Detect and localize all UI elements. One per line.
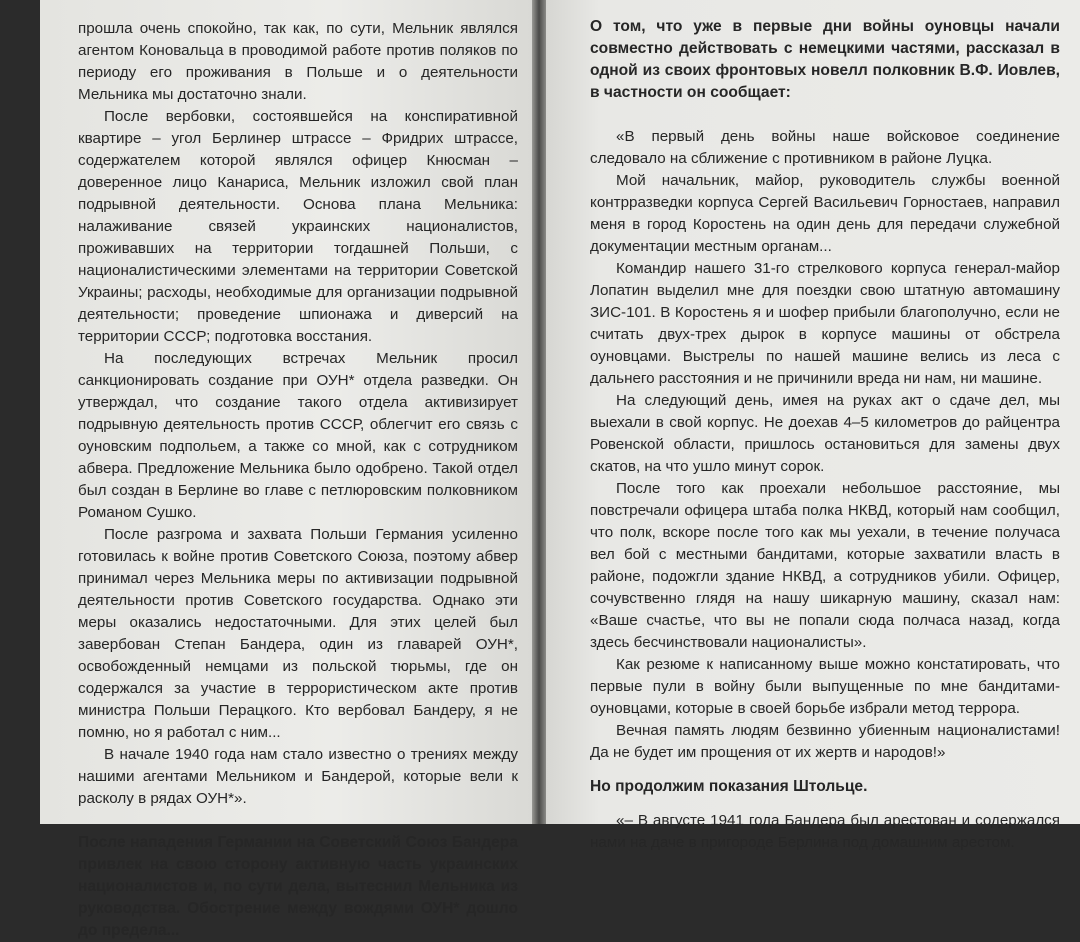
right-bold-line: Но продолжим показания Штольце. (590, 778, 868, 795)
book-spine (532, 0, 546, 824)
right-paragraph-7: Вечная память людям безвинно убиенным националистами! Да не будет им прощения от их жертв и народов!» (590, 722, 1060, 761)
right-intro-bold: О том, что уже в первые дни войны оуновцы начали совместно действовать с немецкими частями, рассказал в одной из своих фронтовых новелл полковник В.Ф. Иовлев, в частности он сообщает: (590, 18, 1060, 101)
right-paragraph-3: Командир нашего 31-го стрелкового корпуса генерал-майор Лопатин выделил мне для поездки свою штатную автомашину ЗИС-101. В Коростень я и шофер прибыли благополучно, если не считать двух-трех дырок в корпусе машины от обстрела оуновцами. Выстрелы по нашей машине велись из леса с дальнего расстояния и не причинили вреда ни нам, ни машине. (590, 260, 1060, 387)
left-paragraph-1: прошла очень спокойно, так как, по сути, Мельник являлся агентом Коновальца в проводимой работе против поляков по периоду его проживания в Польше и о деятельности Мельника мы достаточно знали. (78, 20, 518, 103)
spacer (78, 810, 518, 832)
right-paragraph-2: Мой начальник, майор, руководитель службы военной контрразведки корпуса Сергей Васильевич Горностаев, направил меня в город Коростень на один день для передачи служебной документации местным органам... (590, 172, 1060, 255)
right-paragraph-1: «В первый день войны наше войсковое соединение следовало на сближение с противником в районе Луцка. (590, 128, 1060, 167)
right-paragraph-5: После того как проехали небольшое расстояние, мы повстречали офицера штаба полка НКВД, который нам сообщил, что полк, вскоре после того как мы уехали, в течение получаса вел бой с местными бандитами, которые захватили власть в районе, подожгли здание НКВД, а сотрудников убили. Офицер, сочувственно глядя на нашу шикарную машину, сказал нам: «Ваше счастье, что вы не попали сюда полчаса назад, когда здесь бесчинствовали националисты». (590, 480, 1060, 651)
right-paragraph-6: Как резюме к написанному выше можно констатировать, что первые пули в войну были выпущенные по мне бандитами-оуновцами, которые в своей борьбе избрали метод террора. (590, 656, 1060, 717)
left-paragraph-2: После вербовки, состоявшейся на конспиративной квартире – угол Берлинер штрассе – Фридрих штрассе, содержателем которой являлся офицер Кнюсман – доверенное лицо Канариса, Мельник изложил свой план подрывной деятельности. Основа плана Мельника: налаживание связей украинских националистов, проживавших на территории тогдашней Польши, с националистическими элементами на территории Советской Украины; расходы, необходимые для организации подрывной деятельности; проведение шпионажа и диверсий на территории СССР; подготовка восстания. (78, 108, 518, 345)
left-paragraph-3: На последующих встречах Мельник просил санкционировать создание при ОУН* отдела разведки. Он утверждал, что создание такого отдела активизирует подрывную деятельность против СССР, облегчит его связь с оуновским подпольем, а также со мной, как с сотрудником абвера. Предложение Мельника было одобрено. Такой отдел был создан в Берлине во главе с петлюровским полковником Романом Сушко. (78, 350, 518, 521)
right-page-text (590, 16, 1060, 854)
spacer (590, 798, 1060, 810)
left-bold-paragraph: После нападения Германии на Советский Союз Бандера привлек на свою сторону активную часть украинских националистов и, по сути дела, вытеснил Мельника из руководства. Обострение между вождями ОУН* дошло до предела... (78, 834, 518, 939)
right-paragraph-4: На следующий день, имея на руках акт о сдаче дел, мы выехали в свой корпус. Не доехав 4–5 километров до райцентра Ровенской области, пришлось остановиться для замены двух скатов, на что ушло минут сорок. (590, 392, 1060, 475)
spacer (590, 104, 1060, 126)
left-paragraph-4: После разгрома и захвата Польши Германия усиленно готовилась к войне против Советского Союза, поэтому абвер принимал через Мельника меры по активизации подрывной деятельности против Советского государства. Однако эти меры оказались недостаточными. Для этих целей был завербован Степан Бандера, один из главарей ОУН*, освобожденный немцами из польской тюрьмы, где он содержался за участие в террористическом акте против министра Польши Перацкого. Кто вербовал Бандеру, я не помню, но я работал с ним... (78, 526, 518, 741)
left-page-text (78, 18, 518, 942)
right-book-page (546, 0, 1080, 851)
spacer (590, 764, 1060, 776)
left-paragraph-5: В начале 1940 года нам стало известно о трениях между нашими агентами Мельником и Бандерой, которые вели к расколу в рядах ОУН*». (78, 746, 518, 807)
left-book-page (40, 0, 532, 939)
right-last-paragraph: «– В августе 1941 года Бандера был арестован и содержался нами на даче в пригороде Берлина под домашним арестом. (590, 812, 1060, 851)
